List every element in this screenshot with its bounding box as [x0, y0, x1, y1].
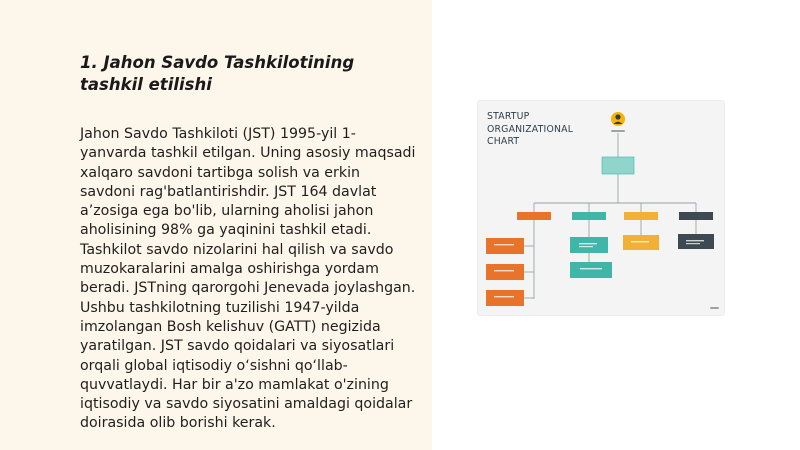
dept-header-yellow: [624, 212, 658, 220]
slide-heading: 1. Jahon Savdo Tashkilotining tashkil etilishi: [80, 53, 355, 94]
ceo-avatar-icon: [611, 112, 625, 132]
slate-role-box-1: [678, 234, 714, 249]
org-chart-title-line-2: ORGANIZATIONAL: [487, 123, 574, 135]
org-chart-image: [478, 101, 724, 315]
dept-header-teal: [572, 212, 606, 220]
orange-role-box-1: [486, 238, 524, 254]
teal-role-box-1: [570, 237, 608, 253]
ceo-box: [602, 157, 634, 174]
yellow-role-box-1: [623, 235, 659, 250]
org-chart-graphic: [478, 101, 724, 315]
dept-header-slate: [679, 212, 713, 220]
dept-header-orange: [517, 212, 551, 220]
org-chart-title-line-3: CHART: [487, 136, 520, 147]
slide-paragraph: Jahon Savdo Tashkiloti (JST) 1995-yil 1-yanvarda tashkil etilgan. Uning asosiy maqsadi xalqaro savdoni tartibga solish va erkin savdoni rag'batlantirishdir. JST 164 davlat a’zosiga ega bo'lib, ularning aholisi jahon aholisining 98% ga yaqinini tashkil etadi. Tashkilot savdo nizolarini hal qilish va savdo muzokaralarini amalga oshirishga yordam beradi. JSTning qarorgohi Jenevada joylashgan. Ushbu tashkilotning tuzilishi 1947-yilda imzolangan Bosh kelishuv (GATT) negizida yaratilgan. JST savdo qoidalari va siyosatlari orqali global iqtisodiy o‘sishni qo‘llab-quvvatlaydi. Har bir a'zo mamlakat o'zining iqtisodiy va savdo siyosatini amaldagi qoidalar doirasida olib borishi kerak.: [80, 126, 416, 432]
org-chart-title-line-1: STARTUP: [487, 111, 530, 122]
orange-role-box-3: [486, 290, 524, 306]
orange-role-box-2: [486, 264, 524, 280]
teal-role-box-2: [570, 262, 612, 278]
chart-logo-mark: [710, 307, 719, 309]
